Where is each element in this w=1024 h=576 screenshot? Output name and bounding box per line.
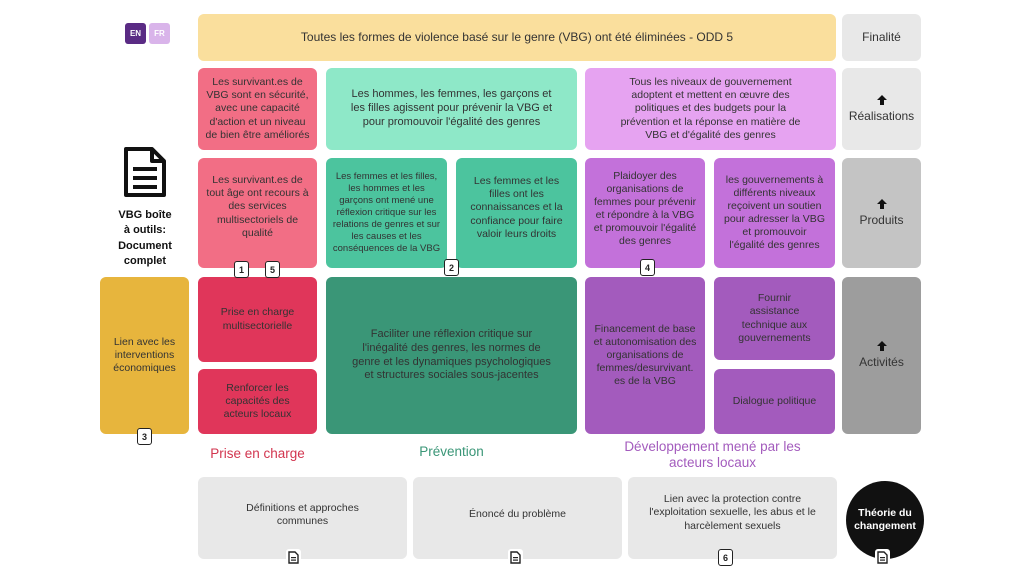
level-activites-label: Activités — [859, 355, 904, 369]
footer-problem-doc-badge[interactable] — [508, 549, 523, 566]
footer-definitions[interactable]: Définitions et approches communes — [198, 477, 407, 559]
activity-capacity[interactable]: Renforcer les capacités des acteurs locaux — [198, 369, 317, 434]
lang-fr-button[interactable]: FR — [149, 23, 170, 44]
toolkit-label — [100, 208, 190, 270]
lang-en-button[interactable]: EN — [125, 23, 146, 44]
level-produits-label: Produits — [859, 212, 904, 227]
document-icon — [288, 551, 299, 564]
section-label-local: Développement mené par les acteurs locaux — [624, 439, 801, 470]
outcome-survivors[interactable]: Les survivant.es de VBG sont en sécurité, avec une capacité d'action et un niveau de bien être améliorés — [198, 68, 317, 150]
toolkit-document-link[interactable] — [100, 145, 190, 270]
section-label-prevention: Prévention — [419, 444, 484, 459]
footer-protection[interactable]: Lien avec la protection contre l'exploitation sexuelle, les abus et le harcèlement sexuels — [628, 477, 837, 559]
toolkit-label-line-3: Document — [118, 239, 172, 252]
activity-technical[interactable]: Fournir assistance technique aux gouvernements — [714, 277, 835, 360]
output-advocacy[interactable]: Plaidoyer des organisations de femmes pour prévenir et répondre à la VBG et promouvoir l'égalité des genres — [585, 158, 705, 268]
footer-problem[interactable]: Énoncé du problème — [413, 477, 622, 559]
level-activites — [842, 277, 921, 434]
level-realisations-label: Réalisations — [848, 108, 915, 123]
toolkit-label-line-1: VBG boîte — [118, 209, 172, 221]
output-support[interactable]: les gouvernements à différents niveaux reçoivent un soutien pour adresser la VBG et promouvoir l'égalité des genres — [714, 158, 835, 268]
arrow-up-icon — [877, 95, 887, 105]
activity-economic[interactable]: Lien avec les interventions économiques — [100, 277, 189, 434]
level-finalite-label: Finalité — [862, 30, 901, 44]
output-reflection[interactable]: Les femmes et les filles, les hommes et les garçons ont mené une réflexion critique sur les relations de genres et sur les causes et les conséquences de la VBG — [326, 158, 447, 268]
level-realisations — [842, 68, 921, 150]
goal-box: Toutes les formes de violence basé sur le genre (VBG) ont été éliminées - ODD 5 — [198, 14, 836, 61]
theory-of-change-button[interactable] — [846, 481, 924, 559]
activity-facilitate[interactable]: Faciliter une réflexion critique sur l'inégalité des genres, les normes de genre et les dynamiques psychologiques et structures sociales sous-jacentes — [326, 277, 577, 434]
resource-badge-4[interactable]: 4 — [640, 259, 655, 276]
activity-funding[interactable]: Financement de base et autonomisation des organisations de femmes/desurvivant. es de la VBG — [585, 277, 705, 434]
level-produits — [842, 158, 921, 268]
document-icon — [510, 551, 521, 564]
toolkit-label-line-4: complet — [123, 255, 167, 268]
toolkit-label-line-2: à outils: — [123, 224, 167, 237]
theory-doc-badge[interactable] — [875, 549, 890, 566]
outcome-prevention[interactable]: Les hommes, les femmes, les garçons et les filles agissent pour prévenir la VBG et pour promouvoir l'égalité des genres — [326, 68, 577, 150]
resource-badge-2[interactable]: 2 — [444, 259, 459, 276]
document-icon — [877, 551, 888, 564]
arrow-up-icon — [877, 199, 887, 209]
resource-badge-1[interactable]: 1 — [234, 261, 249, 278]
output-services[interactable]: Les survivant.es de tout âge ont recours à des services multisectoriels de qualité — [198, 158, 317, 268]
level-finalite — [842, 14, 921, 61]
output-knowledge[interactable]: Les femmes et les filles ont les connaissances et la confiance pour faire valoir leurs droits — [456, 158, 577, 268]
resource-badge-3[interactable]: 3 — [137, 428, 152, 445]
footer-definitions-doc-badge[interactable] — [286, 549, 301, 566]
outcome-governments[interactable]: Tous les niveaux de gouvernement adoptent et mettent en œuvre des politiques et des budgets pour la prévention et la réponse en matière de VBG et d'égalité des genres — [585, 68, 836, 150]
activity-care[interactable]: Prise en charge multisectorielle — [198, 277, 317, 362]
resource-badge-5[interactable]: 5 — [265, 261, 280, 278]
resource-badge-6[interactable]: 6 — [718, 549, 733, 566]
document-icon — [122, 145, 168, 199]
arrow-up-icon — [877, 341, 887, 351]
activity-dialogue[interactable]: Dialogue politique — [714, 369, 835, 434]
section-label-care: Prise en charge — [210, 446, 305, 461]
theory-of-change-label: Théorie du changement — [854, 507, 916, 532]
